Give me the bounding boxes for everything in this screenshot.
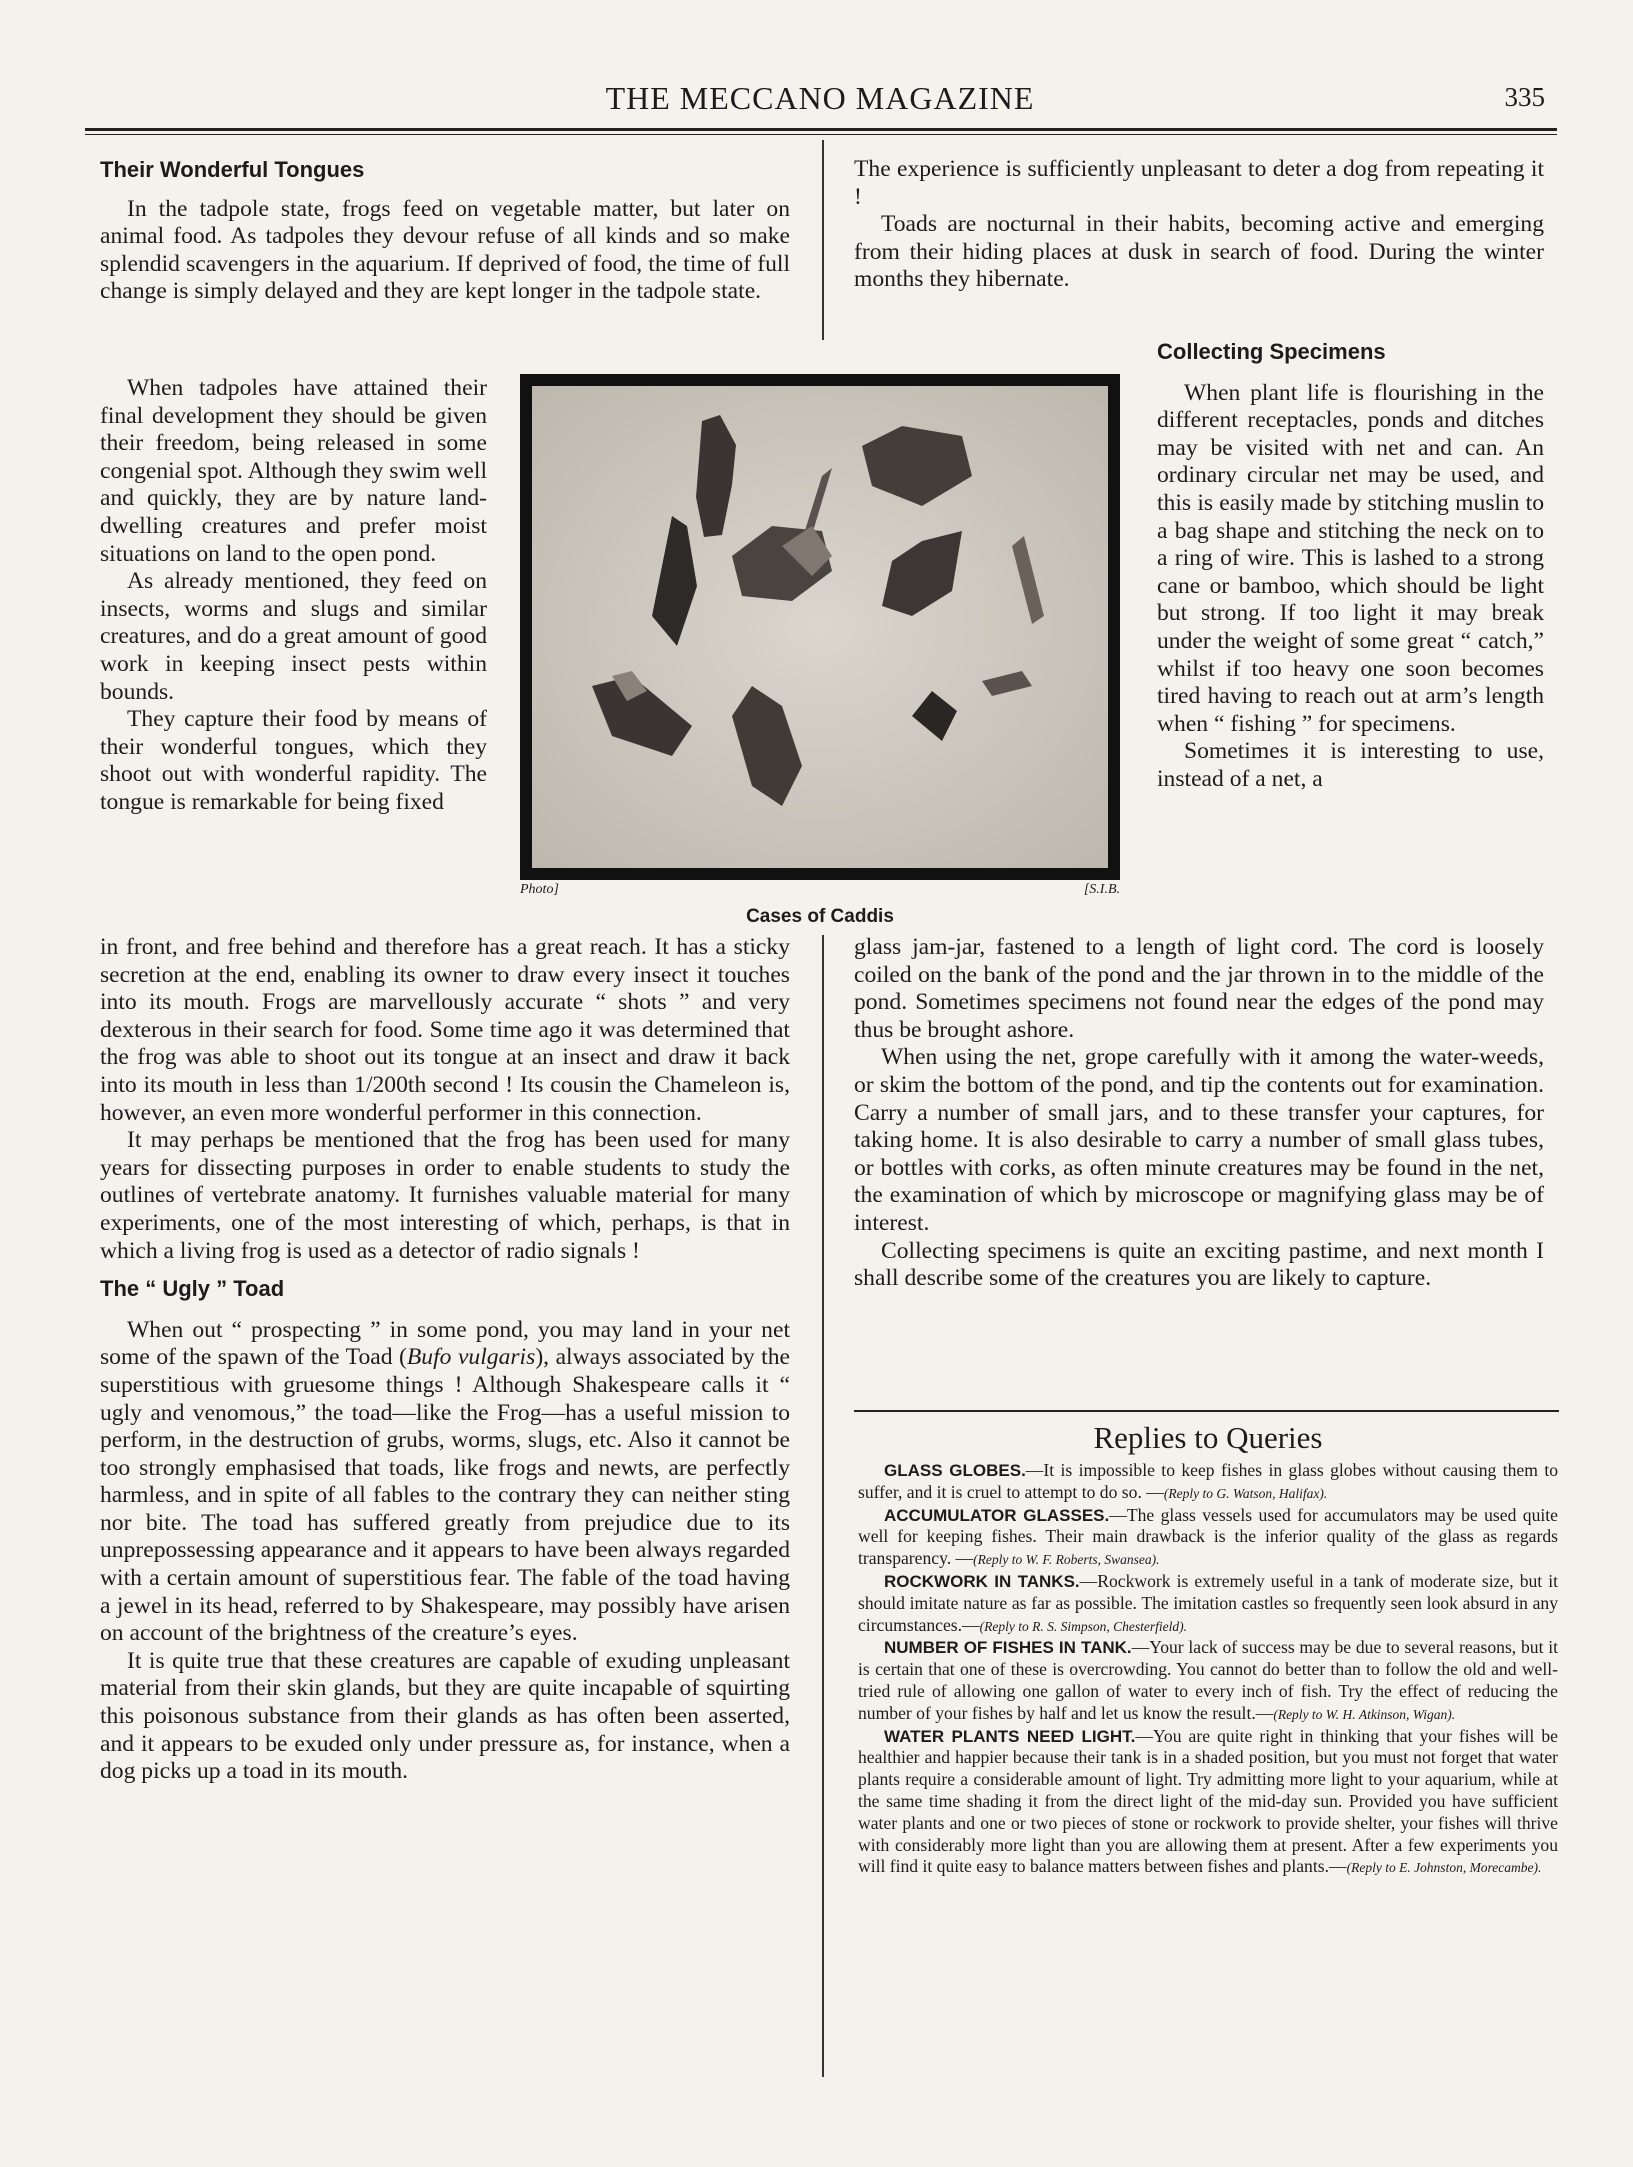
photo-credit-left: Photo] [520, 882, 559, 897]
reply-attribution: (Reply to R. S. Simpson, Chesterfield). [979, 1618, 1187, 1634]
paragraph: When using the net, grope carefully with it among the water-weeds, or skim the bottom of the pond, and tip the contents out for examination. Carry a number of small jars, and to these transfer your captures, for taking home. It is also desirable to carry a number of small glass tubes, or bottles with corks, as often minute creatures may be found in the net, the examination of which by microscope or magnifying glass may be of interest. [854, 1044, 1544, 1236]
right-column-top [854, 156, 1544, 294]
section-heading-tongues: Their Wonderful Tongues [100, 157, 365, 182]
left-column-top [100, 156, 790, 306]
reply-topic: ACCUMULATOR GLASSES. [884, 1505, 1110, 1525]
reply-text: —The glass vessels used for accumulators may be used quite well for keeping fishes. Their main drawback is the inferior quality of the glass as regards transparency. — [858, 1504, 1558, 1569]
reply-attribution: (Reply to E. Johnston, Morecambe). [1346, 1860, 1542, 1876]
paragraph: They capture their food by means of their wonderful tongues, which they shoot out with wonderful rapidity. The tongue is remarkable for being fixed [100, 706, 487, 815]
photo-caption: Cases of Caddis [746, 906, 894, 927]
header-rule-thin [85, 134, 1557, 135]
paragraph: glass jam-jar, fastened to a length of light cord. The cord is loosely coiled on the bank of the pond and the jar thrown in to the middle of the pond. Sometimes specimens not found near the edges of the pond may thus be brought ashore. [854, 934, 1544, 1043]
reply-attribution: (Reply to W. H. Atkinson, Wigan). [1273, 1706, 1456, 1722]
paragraph: Toads are nocturnal in their habits, becoming active and emerging from their hiding places at dusk in search of food. During the winter months they hibernate. [854, 211, 1544, 293]
right-column-bottom [854, 934, 1544, 1293]
species-name: Bufo vulgaris [406, 1344, 536, 1371]
right-column-wrap [1157, 338, 1544, 794]
caddis-cases-photo [532, 386, 1108, 868]
reply-topic: NUMBER OF FISHES IN TANK. [884, 1638, 1132, 1658]
section-heading-collecting: Collecting Specimens [1157, 339, 1386, 364]
photo-figure [520, 374, 1120, 927]
header-rule [85, 128, 1557, 131]
column-divider-top [822, 140, 824, 340]
paragraph: The experience is sufficiently unpleasant to deter a dog from repeating it ! [854, 156, 1544, 210]
text-run: ), always associated by the superstitious with gruesome things ! Although Shakespeare calls it “ ugly and venomous,” the toad—like the Frog—has a useful mission to perform, in the destruction of grubs, worms, slugs, etc. Also it cannot be too strongly emphasised that toads, like frogs and newts, are perfectly harmless, and in spite of all fables to the contrary they can neither sting nor bite. The toad has suffered greatly from prejudice due to its unprepossessing appearance and it appears to have been always regarded with a certain amount of superstitious fear. The fable of the toad having a jewel in its head, referred to by Shakespeare, may possibly have arisen on account of the brightness of the creature’s eyes. [100, 1344, 790, 1647]
page-number: 335 [1504, 82, 1545, 112]
reply-text: —It is impossible to keep fishes in glass globes without causing them to suffer, and it is cruel to attempt to do so. — [858, 1460, 1558, 1502]
reply-item [858, 1726, 1558, 1880]
replies-title: Replies to Queries [1093, 1420, 1323, 1455]
left-column-wrap [100, 375, 487, 817]
paragraph: Collecting specimens is quite an exciting pastime, and next month I shall describe some of the creatures you are likely to capture. [854, 1237, 1544, 1292]
reply-text: —Rockwork is extremely useful in a tank of moderate size, but it should imitate nature as far as possible. The imitation castles so frequently seen look absurd in any circumstances.— [858, 1570, 1559, 1635]
caddis-cases-illustration [532, 386, 1108, 868]
paragraph: When plant life is flourishing in the different receptacles, ponds and ditches may be visited with net and can. An ordinary circular net may be used, and this is easily made by stitching muslin to a bag shape and stitching the neck on to a ring of wire. This is lashed to a strong cane or bamboo, which should be light but strong. If too light it may break under the weight of some great “ catch,” whilst if too heavy one soon becomes tired having to reach out at arm’s length when “ fishing ” for specimens. [1157, 379, 1544, 737]
reply-topic: GLASS GLOBES. [884, 1461, 1026, 1480]
photo-credit-right: [S.I.B. [1083, 882, 1120, 897]
paragraph: As already mentioned, they feed on insects, worms and slugs and similar creatures, and do a great amount of good work in keeping insect pests within bounds. [100, 568, 487, 705]
paragraph: In the tadpole state, frogs feed on vegetable matter, but later on animal food. As tadpoles they devour refuse of all kinds and so make splendid scavengers in the aquarium. If deprived of food, the time of full change is simply delayed and they are kept longer in the tadpole state. [100, 195, 790, 305]
left-column-bottom [100, 934, 790, 1786]
text-run: When out “ prospecting ” in some pond, you may land in your net some of the spawn of the Toad ( [100, 1316, 790, 1371]
reply-text: —Your lack of success may be due to several reasons, but it is certain that one of these is overcrowding. You cannot do better than to follow the old and well-tried rule of allowing one gallon of water to every inch of fish. Try the effect of reducing the number of your fishes by half and let us know the result.— [858, 1637, 1558, 1723]
reply-item [858, 1505, 1558, 1571]
reply-item [858, 1460, 1558, 1505]
reply-item [858, 1637, 1558, 1725]
column-divider-bottom [822, 935, 824, 2077]
reply-topic: WATER PLANTS NEED LIGHT. [884, 1726, 1136, 1746]
paragraph: It is quite true that these creatures are capable of exuding unpleasant material from their skin glands, but they are quite incapable of squirting this poisonous substance from their glands as has often been asserted, and it appears to be exuded only under pressure as, for instance, when a dog picks up a toad in its mouth. [100, 1647, 790, 1785]
replies-divider [854, 1410, 1559, 1412]
replies-to-queries [858, 1420, 1558, 1879]
reply-text: —You are quite right in thinking that your fishes will be healthier and happier because their tank is in a shaded position, but you must not forget that water plants require a considerable amount of light. Try admitting more light to your aquarium, while at the same time shading it from the direct light of the mid-day sun. Provided you have sufficient water plants and one or two pieces of stone or rockwork to provide shelter, your fishes will thrive with considerably more light than you are allowing them at present. After a few experiments you will find it quite easy to balance matters between fishes and plants.— [858, 1725, 1558, 1877]
reply-topic: ROCKWORK IN TANKS. [884, 1571, 1080, 1591]
magazine-title: THE MECCANO MAGAZINE [605, 80, 1035, 116]
paragraph: in front, and free behind and therefore has a great reach. It has a sticky secretion at the end, enabling its owner to draw every insect it touches into its mouth. Frogs are marvellously accurate “ shots ” and very dexterous in their search for food. Some time ago it was determined that the frog was able to shoot out its tongue at an insect and draw it back into its mouth in less than 1/200th second ! Its cousin the Chameleon is, however, an even more wonderful performer in this connection. [100, 934, 790, 1126]
photo-frame [520, 374, 1120, 880]
paragraph: It may perhaps be mentioned that the frog has been used for many years for dissecting purposes in order to enable students to study the outlines of vertebrate anatomy. It furnishes valuable material for many experiments, one of the most interesting of which, perhaps, is that in which a living frog is used as a detector of radio signals ! [100, 1127, 790, 1264]
section-heading-toad: The “ Ugly ” Toad [100, 1276, 285, 1302]
page-header [85, 80, 1555, 128]
paragraph: When tadpoles have attained their final development they should be given their freedom, being released in some congenial spot. Although they swim well and quickly, they are by nature land-dwelling creatures and prefer moist situations on land to the open pond. [100, 375, 487, 567]
paragraph: Sometimes it is interesting to use, instead of a net, a [1157, 738, 1544, 792]
reply-attribution: (Reply to G. Watson, Halifax). [1163, 1485, 1328, 1501]
paragraph [100, 1317, 790, 1648]
reply-attribution: (Reply to W. F. Roberts, Swansea). [973, 1552, 1160, 1568]
reply-item [858, 1571, 1558, 1637]
